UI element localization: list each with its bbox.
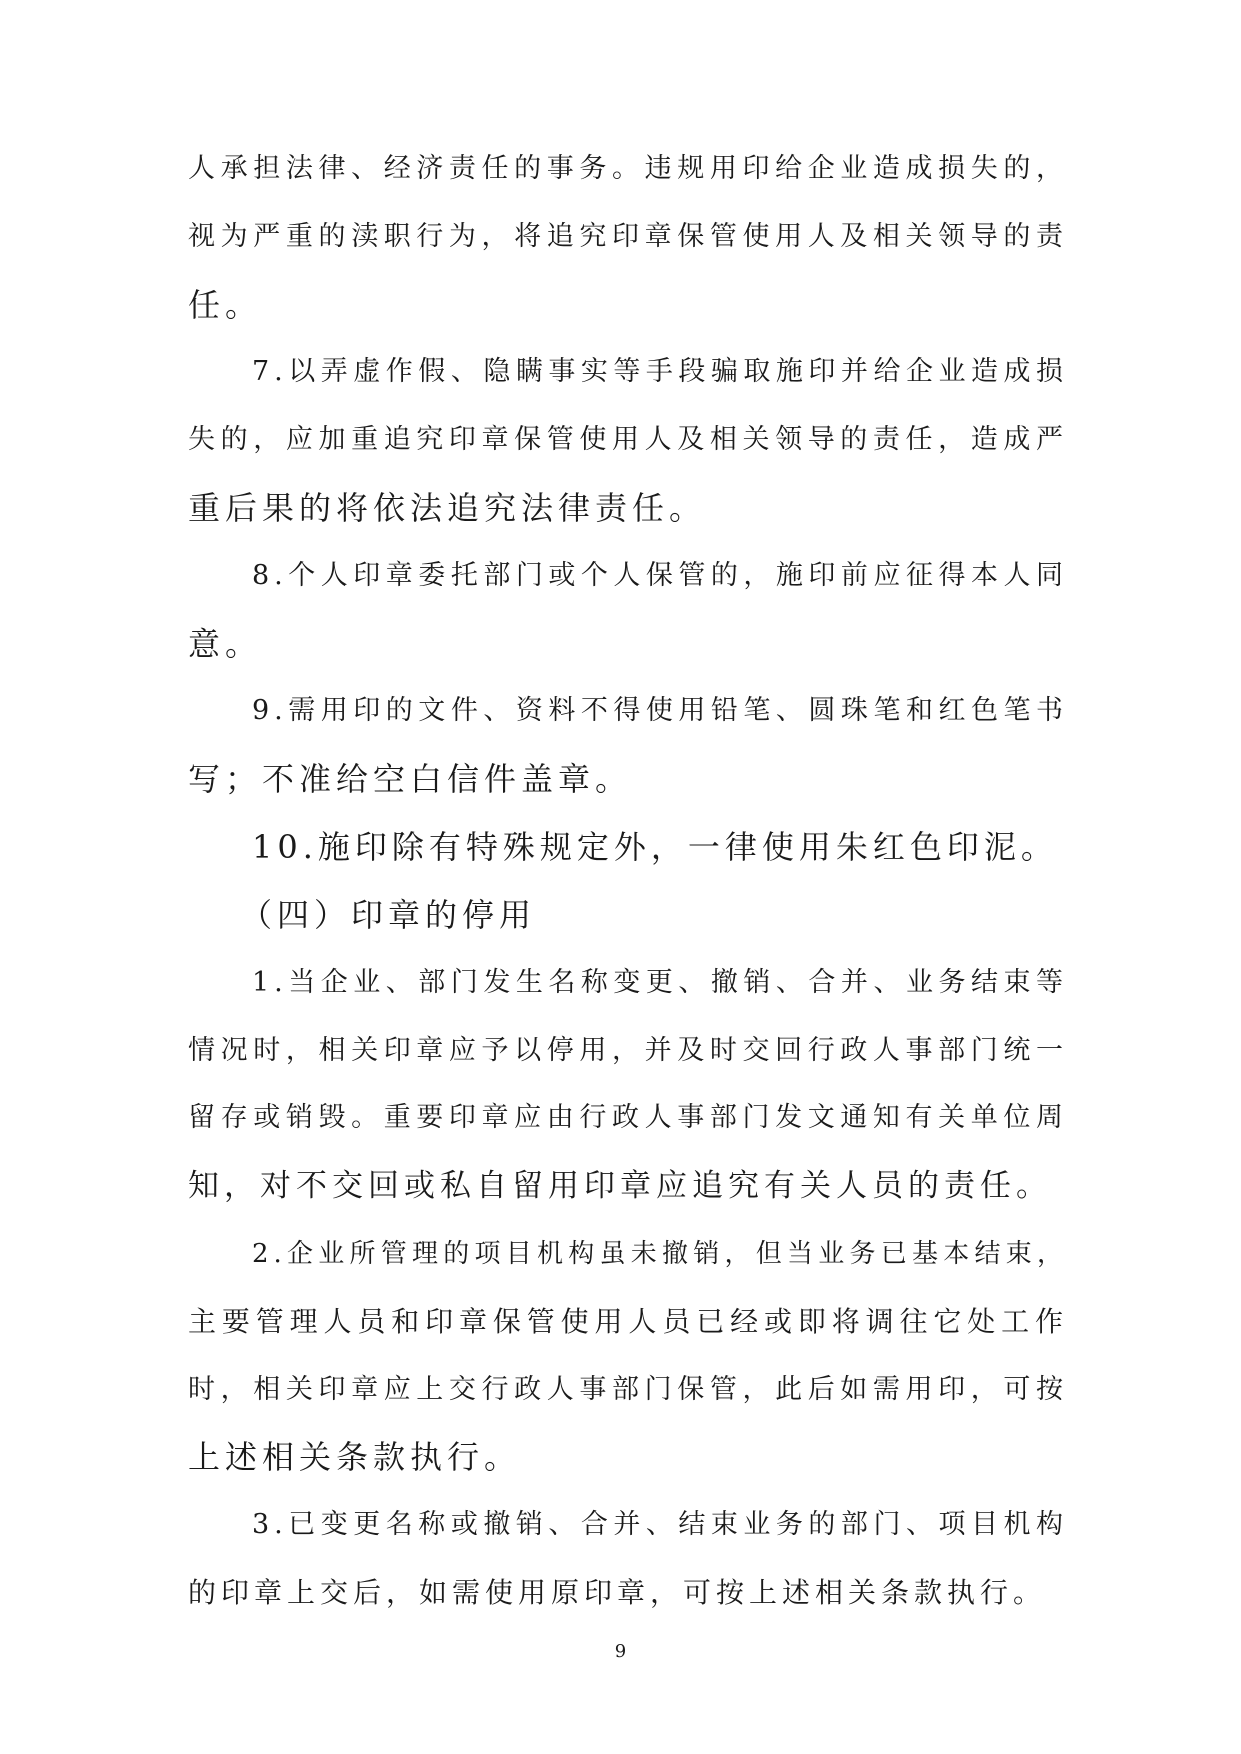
text-line: 时，相关印章应上交行政人事部门保管，此后如需用印，可按: [188, 1374, 1068, 1405]
text-line: 主要管理人员和印章保管使用人员已经或即将调往它处工作: [188, 1305, 1068, 1338]
text-line: 的印章上交后，如需使用原印章，可按上述相关条款执行。: [188, 1576, 1047, 1609]
text-line: 意。: [188, 625, 263, 663]
text-line: 9.需用印的文件、资料不得使用铅笔、圆珠笔和红色笔书: [252, 695, 1068, 726]
text-line: 上述相关条款执行。: [188, 1438, 522, 1476]
text-line: 8.个人印章委托部门或个人保管的，施印前应征得本人同: [252, 560, 1068, 591]
text-line: 写；不准给空白信件盖章。: [188, 760, 633, 798]
text-line: 10.施印除有特殊规定外，一律使用朱红色印泥。: [252, 828, 1058, 866]
text-line: 1.当企业、部门发生名称变更、撤销、合并、业务结束等: [252, 967, 1068, 998]
text-line: 情况时，相关印章应予以停用，并及时交回行政人事部门统一: [188, 1035, 1068, 1066]
text-line: 留存或销毁。重要印章应由行政人事部门发文通知有关单位周: [188, 1102, 1068, 1133]
text-line: 视为严重的渎职行为，将追究印章保管使用人及相关领导的责: [188, 221, 1068, 252]
text-line: 3.已变更名称或撤销、合并、结束业务的部门、项目机构: [252, 1509, 1068, 1540]
text-line: 人承担法律、经济责任的事务。违规用印给企业造成损失的，: [188, 153, 1068, 184]
text-line: 2.企业所管理的项目机构虽未撤销，但当业务已基本结束，: [252, 1239, 1068, 1269]
page-number: 9: [614, 1641, 627, 1662]
text-line: 知，对不交回或私自留用印章应追究有关人员的责任。: [188, 1168, 1052, 1204]
text-line: 重后果的将依法追究法律责任。: [188, 489, 707, 527]
text-line: 失的，应加重追究印章保管使用人及相关领导的责任，造成严: [188, 424, 1068, 455]
section-heading: （四）印章的停用: [240, 896, 537, 934]
text-line: 7.以弄虚作假、隐瞒事实等手段骗取施印并给企业造成损: [252, 356, 1068, 387]
text-line: 任。: [188, 286, 263, 324]
